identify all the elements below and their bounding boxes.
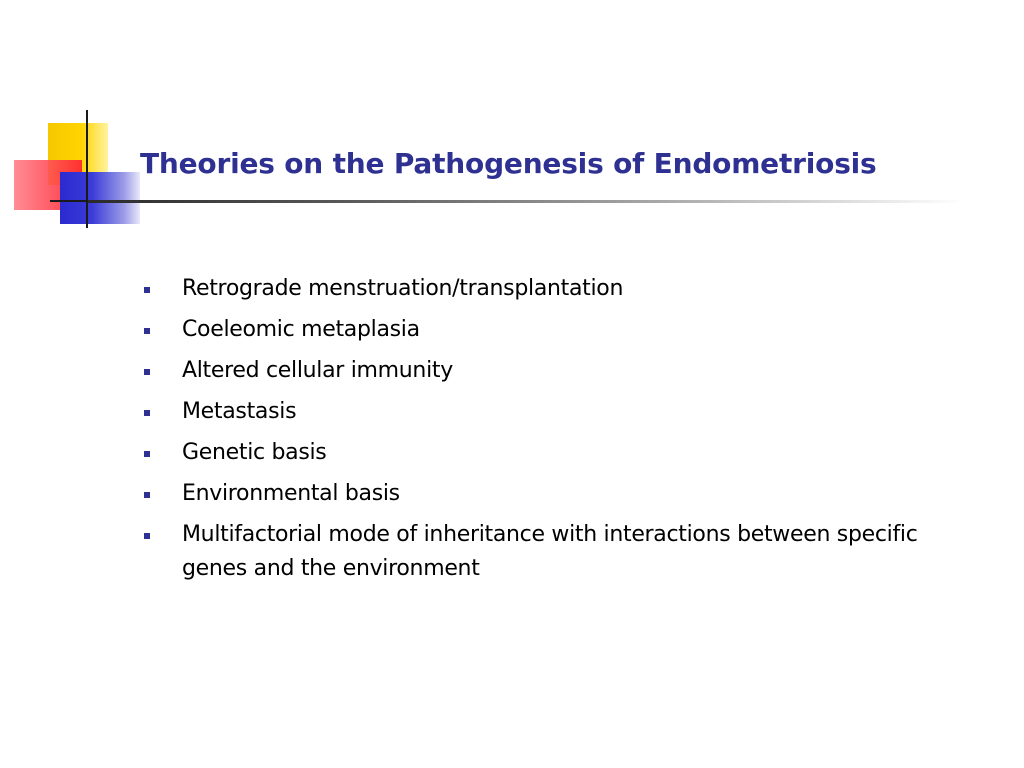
logo-vertical-line xyxy=(86,110,88,228)
bullet-item xyxy=(140,395,960,429)
square-bullet-icon xyxy=(144,533,150,539)
square-bullet-icon xyxy=(144,287,150,293)
title-underline-rule xyxy=(88,200,964,203)
bullet-list xyxy=(140,272,960,593)
bullet-text: Coeleomic metaplasia xyxy=(182,317,420,342)
bullet-text: Retrograde menstruation/transplantation xyxy=(182,276,624,301)
square-bullet-icon xyxy=(144,492,150,498)
square-bullet-icon xyxy=(144,451,150,457)
bullet-text: Metastasis xyxy=(182,399,297,424)
bullet-item xyxy=(140,436,960,470)
bullet-item xyxy=(140,313,960,347)
bullet-item xyxy=(140,354,960,388)
bullet-text: Multifactorial mode of inheritance with interactions between specific genes and the environment xyxy=(182,522,918,581)
bullet-item xyxy=(140,477,960,511)
square-bullet-icon xyxy=(144,369,150,375)
square-bullet-icon xyxy=(144,328,150,334)
slide-title: Theories on the Pathogenesis of Endometriosis xyxy=(140,147,877,180)
logo-blue-square xyxy=(60,172,140,224)
bullet-text: Environmental basis xyxy=(182,481,400,506)
bullet-item xyxy=(140,272,960,306)
bullet-text: Genetic basis xyxy=(182,440,327,465)
bullet-text: Altered cellular immunity xyxy=(182,358,453,383)
square-bullet-icon xyxy=(144,410,150,416)
bullet-item xyxy=(140,518,960,586)
